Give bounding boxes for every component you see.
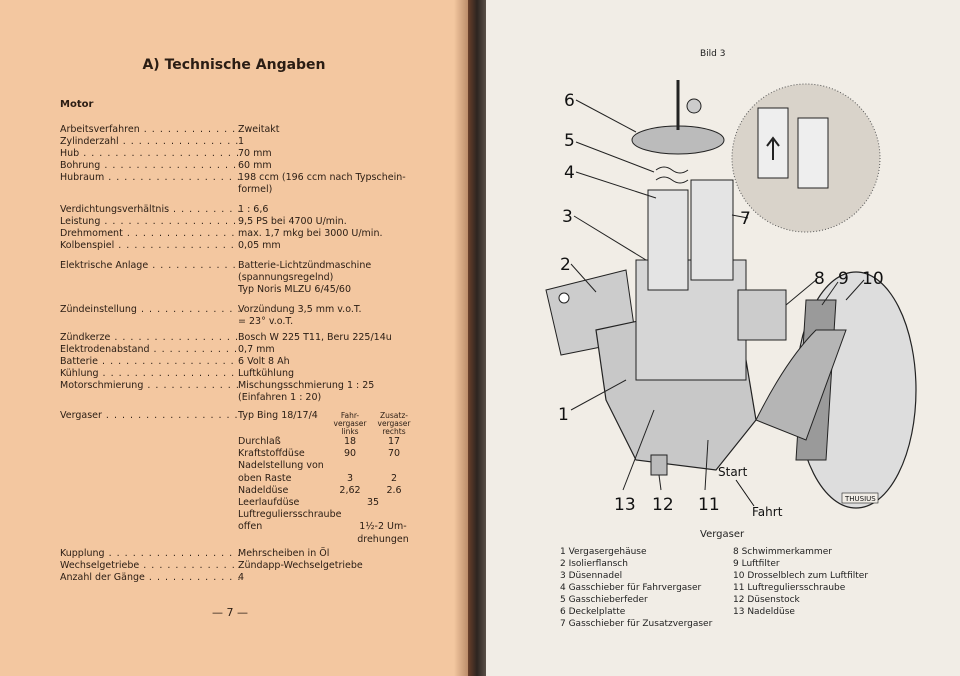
spec-row [60, 216, 420, 228]
callout-12: 12 [652, 495, 674, 515]
callout-10: 10 [862, 269, 884, 289]
spec-value: Zündapp-Wechselgetriebe [238, 560, 363, 571]
spec-label: Motorschmierung . . . [60, 380, 240, 392]
spec-row [60, 184, 420, 196]
spec-value: 4 [238, 572, 245, 583]
spec-value: 9,5 PS bei 4700 U/min. [238, 216, 347, 227]
spec-value: 60 mm [238, 160, 272, 171]
carb-row-label: Nadeldüse [238, 484, 289, 496]
spec-label: Wechselgetriebe . . . [60, 560, 240, 572]
spec-value: Mischungsschmierung 1 : 25 [238, 380, 375, 391]
legend-item: 11 Luftreguliersschraube [733, 583, 846, 593]
legend-item: 7 Gasschieber für Zusatzvergaser [560, 619, 713, 629]
direction-arrow-icon [736, 480, 754, 506]
legend-item: 12 Düsenstock [733, 595, 800, 605]
spec-row [60, 344, 420, 356]
spec-value: 1 : 6,6 [238, 204, 269, 215]
carb-value-zusatz: 2 [390, 472, 398, 484]
spec-row [60, 148, 420, 160]
carb-value-zusatz: 35 [366, 497, 380, 508]
spec-row [60, 392, 420, 404]
book-gutter [468, 0, 486, 676]
spec-value: Bosch W 225 T11, Beru 225/14u [238, 332, 392, 343]
carb-column-header: Zusatz- vergaser rechts [377, 411, 411, 436]
carb-value-zusatz: 1½-2 Um- [359, 521, 407, 533]
callout-3: 3 [562, 207, 573, 227]
cover-plate [632, 126, 724, 154]
legend-item: 1 Vergasergehäuse [560, 547, 647, 557]
carb-value-zusatz: drehungen [357, 533, 409, 545]
carb-value-zusatz: 70 [387, 448, 401, 460]
spec-row [60, 380, 420, 392]
carb-value-fahr: 2,62 [339, 484, 361, 496]
spec-value: 0,05 mm [238, 240, 281, 251]
carb-value-fahr: 3 [346, 472, 354, 484]
legend-item: 4 Gasschieber für Fahrvergaser [560, 583, 702, 593]
carburetor-illustration [486, 0, 960, 530]
carb-row-label: Luftreguliersschraube [238, 509, 342, 521]
spec-label: Drehmoment . . . [60, 228, 240, 240]
spec-row [60, 272, 420, 284]
legend-item: 5 Gasschieberfeder [560, 595, 648, 605]
carb-row-label: offen [238, 521, 263, 533]
spec-row [60, 548, 420, 560]
spec-label: Verdichtungsverhältnis . . . [60, 204, 240, 216]
slide-spring [656, 167, 688, 183]
spec-label: Kupplung . . . [60, 548, 240, 560]
spec-label: Elektrodenabstand . . . [60, 344, 240, 356]
spec-row [60, 240, 420, 252]
spec-row [60, 304, 420, 316]
legend-item: 8 Schwimmerkammer [733, 547, 832, 557]
carb-value-zusatz: 17 [387, 436, 401, 447]
spec-label: Zündkerze . . . [60, 332, 240, 344]
spec-row [60, 316, 420, 328]
callout-13: 13 [614, 495, 636, 515]
spec-value: 6 Volt 8 Ah [238, 356, 290, 367]
spec-row [60, 204, 420, 216]
spec-value: 198 ccm (196 ccm nach Typschein- [238, 172, 406, 183]
spec-label: Batterie . . . [60, 356, 240, 368]
spec-value: 0,7 mm [238, 344, 275, 355]
spec-value: max. 1,7 mkg bei 3000 U/min. [238, 228, 383, 239]
carb-row-label: Kraftstoffdüse [238, 448, 305, 460]
figure-label: Bild 3 [700, 49, 726, 59]
callout-4: 4 [564, 163, 575, 183]
spec-value: (Einfahren 1 : 20) [238, 392, 322, 403]
legend-item: 6 Deckelplatte [560, 607, 626, 617]
spec-value: Typ Noris MLZU 6/45/60 [238, 284, 352, 295]
spec-value: (spannungsregelnd) [238, 272, 334, 283]
spec-row [60, 124, 420, 136]
float-chamber [738, 290, 786, 340]
section-heading: Motor [60, 99, 94, 110]
figure-caption: Vergaser [700, 529, 745, 540]
throttle-slide-left [648, 190, 688, 290]
callout-2: 2 [560, 255, 571, 275]
carb-value-fahr: 18 [343, 436, 357, 447]
carb-row-label: oben Raste [238, 472, 292, 484]
spec-label: Elektrische Anlage . . . [60, 260, 240, 272]
spec-label: Arbeitsverfahren . . . [60, 124, 240, 136]
spec-label: Vergaser . . . [60, 410, 240, 422]
spec-value: Batterie-Lichtzündmaschine [238, 260, 372, 271]
callout-1: 1 [558, 405, 569, 425]
detail-piston-right [798, 118, 828, 188]
spec-value: Mehrscheiben in Öl [238, 548, 330, 559]
callout-9: 9 [838, 269, 849, 289]
spec-row [60, 260, 420, 272]
callout-5: 5 [564, 131, 575, 151]
callout-6: 6 [564, 91, 575, 111]
carb-row-label: Durchlaß [238, 436, 281, 447]
callout-11: 11 [698, 495, 720, 515]
carb-row-label: Nadelstellung von [238, 460, 324, 472]
legend-item: 10 Drosselblech zum Luftfilter [733, 571, 869, 581]
spec-row [60, 160, 420, 172]
carb-value-zusatz: 2.6 [386, 484, 402, 496]
artist-signature: THUSIUS [845, 495, 876, 503]
callout-8: 8 [814, 269, 825, 289]
spec-row [60, 284, 420, 296]
carb-row-label: Leerlaufdüse [238, 497, 300, 508]
spec-value: formel) [238, 184, 273, 195]
legend-item: 3 Düsennadel [560, 571, 623, 581]
legend-item: 9 Luftfilter [733, 559, 780, 569]
page-number: — 7 — [212, 606, 248, 619]
spec-label: Bohrung . . . [60, 160, 240, 172]
spec-label: Zündeinstellung . . . [60, 304, 240, 316]
spec-row [60, 356, 420, 368]
spec-row [60, 368, 420, 380]
fahrt-label: Fahrt [752, 505, 783, 519]
spec-value: 70 mm [238, 148, 272, 159]
spec-row [60, 228, 420, 240]
spec-row [60, 136, 420, 148]
spec-label: Zylinderzahl . . . [60, 136, 240, 148]
callout-7: 7 [740, 209, 751, 229]
start-label: Start [718, 465, 748, 479]
spec-label: Anzahl der Gänge . . . [60, 572, 240, 584]
page-title: A) Technische Angaben [142, 57, 326, 73]
spec-label: Hub . . . [60, 148, 240, 160]
legend-item: 13 Nadeldüse [733, 607, 795, 617]
spec-label: Leistung . . . [60, 216, 240, 228]
jet-holder [651, 455, 667, 475]
carb-column-header: Fahr- vergaser links [333, 411, 367, 436]
spec-row [60, 572, 420, 584]
spec-value: Zweitakt [238, 124, 280, 135]
spec-row [60, 332, 420, 344]
spec-label: Kolbenspiel . . . [60, 240, 240, 252]
spec-value: = 23° v.o.T. [238, 316, 294, 327]
spec-value: Typ Bing 18/17/4 [238, 410, 318, 421]
spec-label: Hubraum . . . [60, 172, 240, 184]
spec-value: Vorzündung 3,5 mm v.o.T. [238, 304, 362, 315]
spec-value: Luftkühlung [238, 368, 295, 379]
spec-value: 1 [238, 136, 245, 147]
carb-value-fahr: 90 [343, 448, 357, 460]
throttle-slide-right [691, 180, 733, 280]
legend-item: 2 Isolierflansch [560, 559, 628, 569]
spec-row [60, 172, 420, 184]
spec-label: Kühlung . . . [60, 368, 240, 380]
spec-row [60, 560, 420, 572]
